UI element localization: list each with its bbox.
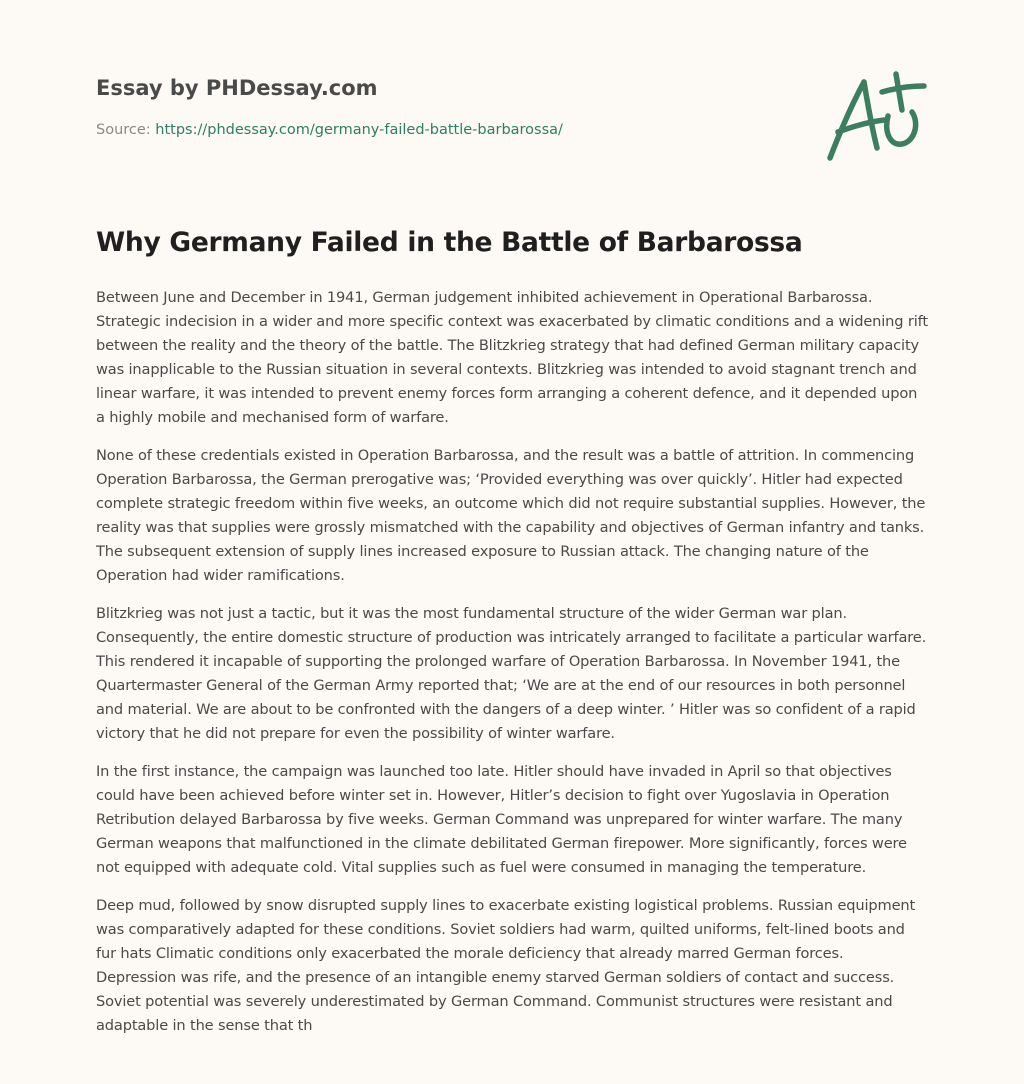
source-label: Source: [96,122,151,138]
essay-body [96,286,928,1052]
essay-paragraph: Blitzkrieg was not just a tactic, but it was the most fundamental structure of the wider German war plan. Consequently, the entire domestic structure of production was intricately arranged to facilitate a particular warfare. This rendered it incapable of supporting the prolonged warfare of Operation Barbarossa. In November 1941, the Quartermaster General of the German Army reported that; ‘We are at the end of our resources in both personnel and material. We are about to be confronted with the dangers of a deep winter. ’ Hitler was so confident of a rapid victory that he did not prepare for even the possibility of winter warfare. [96,605,927,742]
essay-title: Why Germany Failed in the Battle of Barbarossa [96,227,803,258]
source-line [96,122,563,138]
page-header [96,76,563,138]
a-plus-logo-icon [824,70,928,166]
source-link[interactable]: https://phdessay.com/germany-failed-battle-barbarossa/ [155,122,563,138]
essay-paragraph: Deep mud, followed by snow disrupted supply lines to exacerbate existing logistical problems. Russian equipment was comparatively adapted for these conditions. Soviet soldiers had warm, quilted uniforms, felt-lined boots and fur hats Climatic conditions only exacerbated the morale deficiency that already marred German forces. Depression was rife, and the presence of an intangible enemy starved German soldiers of contact and success. Soviet potential was severely underestimated by German Command. Communist structures were resistant and adaptable in the sense that th [96,897,916,1034]
essay-paragraph: Between June and December in 1941, German judgement inhibited achievement in Operational Barbarossa. Strategic indecision in a wider and more specific context was exacerbated by climatic conditions and a widening rift between the reality and the theory of the battle. The Blitzkrieg strategy that had defined German military capacity was inapplicable to the Russian situation in several contexts. Blitzkrieg was intended to avoid stagnant trench and linear warfare, it was intended to prevent enemy forces form arranging a coherent defence, and it depended upon a highly mobile and mechanised form of warfare. [96,289,928,426]
essay-paragraph: None of these credentials existed in Operation Barbarossa, and the result was a battle of attrition. In commencing Operation Barbarossa, the German prerogative was; ‘Provided everything was over quickly’. Hitler had expected complete strategic freedom within five weeks, an outcome which did not require substantial supplies. However, the reality was that supplies were grossly mismatched with the capability and objectives of German infantry and tanks. The subsequent extension of supply lines increased exposure to Russian attack. The changing nature of the Operation had wider ramifications. [96,447,926,584]
essay-paragraph: In the first instance, the campaign was launched too late. Hitler should have invaded in April so that objectives could have been achieved before winter set in. However, Hitler’s decision to fight over Yugoslavia in Operation Retribution delayed Barbarossa by five weeks. German Command was unprepared for winter warfare. The many German weapons that malfunctioned in the climate debilitated German firepower. More significantly, forces were not equipped with adequate cold. Vital supplies such as fuel were consumed in managing the temperature. [96,763,907,876]
site-title: Essay by PHDessay.com [96,76,378,100]
